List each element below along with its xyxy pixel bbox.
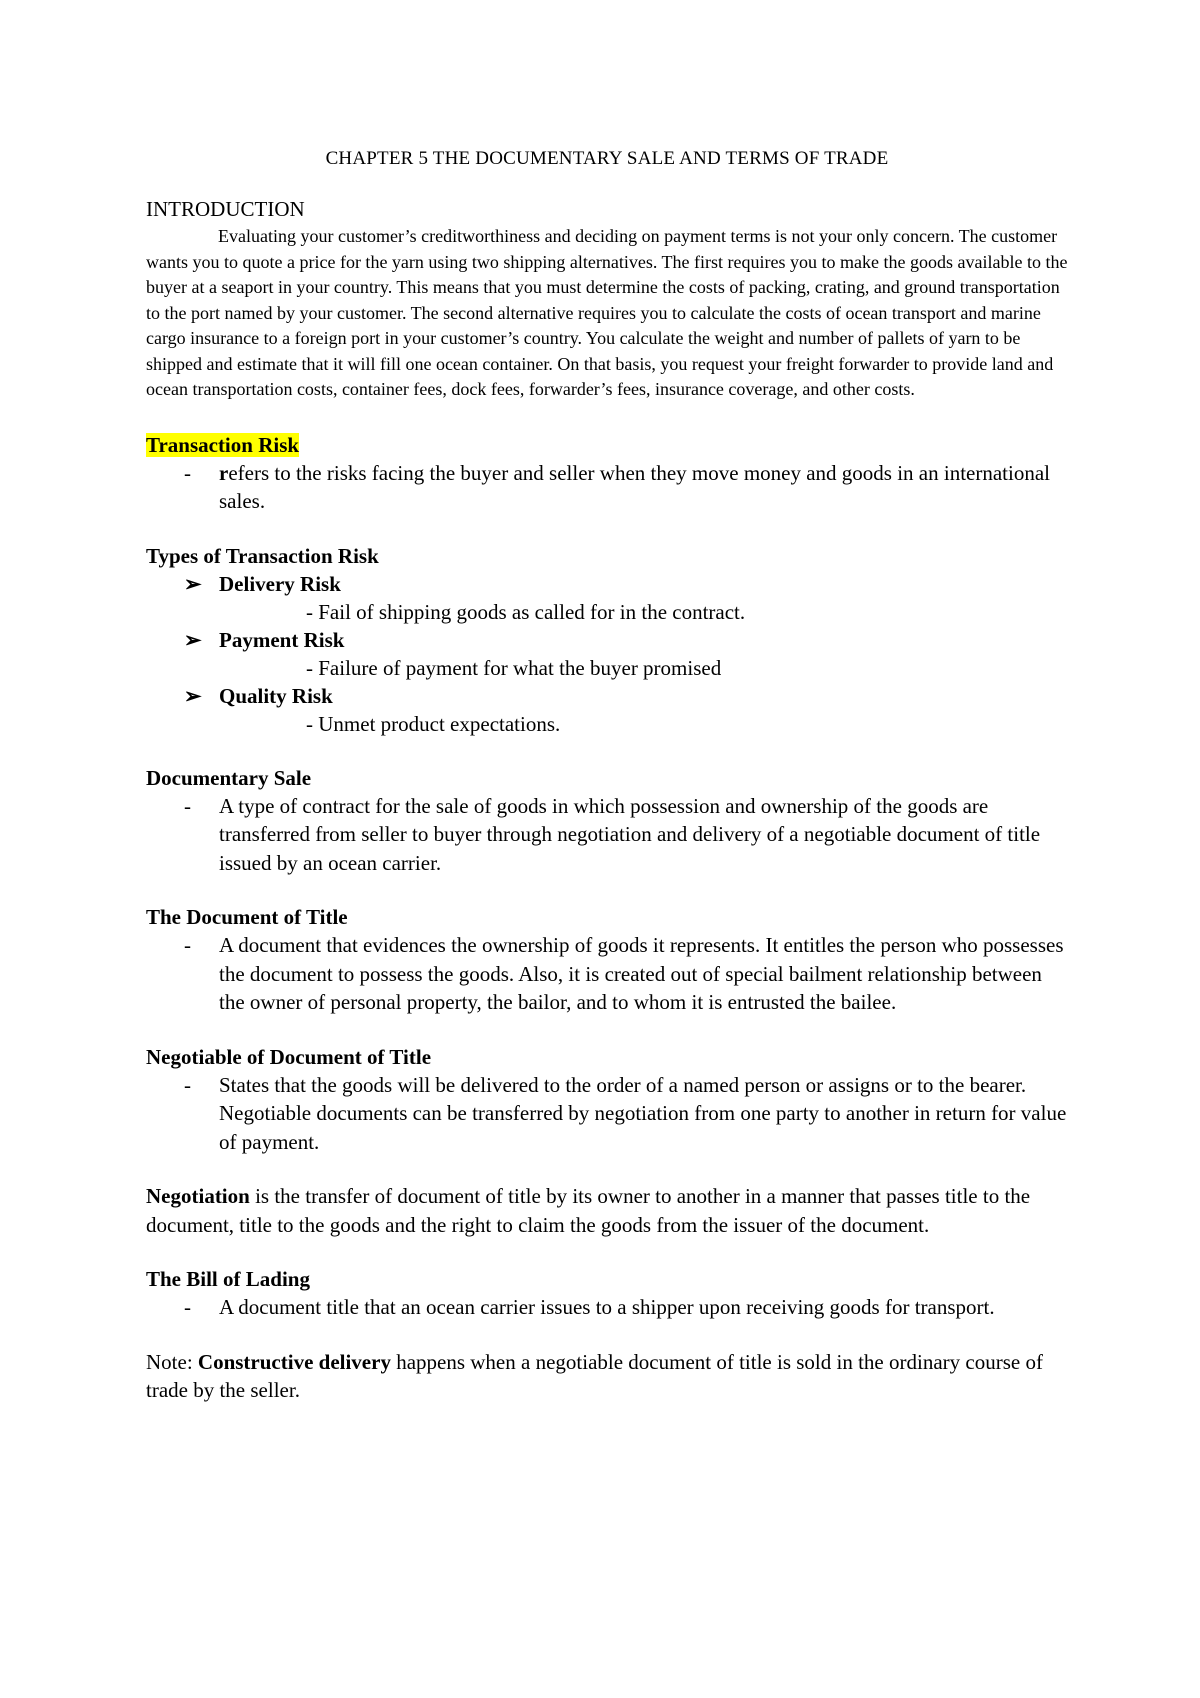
- risk-type-item: [146, 626, 1068, 654]
- document-of-title-heading: The Document of Title: [146, 905, 348, 929]
- dash-bullet: -: [184, 1072, 191, 1097]
- documentary-sale-item: [146, 792, 1068, 878]
- dash-bullet: -: [184, 793, 191, 818]
- risk-type-desc: - Fail of shipping goods as called for in the contract.: [306, 599, 746, 624]
- note-text: happens when a negotiable document of title is sold in the ordinary course of trade by the seller.: [146, 1349, 1043, 1402]
- document-of-title-item: [146, 931, 1068, 1017]
- risk-type-name: Payment Risk: [219, 627, 345, 652]
- definition-text: efers to the risks facing the buyer and seller when they move money and goods in an international sales.: [219, 460, 1051, 513]
- page-title: CHAPTER 5 THE DOCUMENTARY SALE AND TERMS OF TRADE: [325, 148, 889, 169]
- document-page: [146, 140, 1068, 1405]
- bill-of-lading-item: [146, 1293, 1068, 1322]
- dash-bullet: -: [184, 1295, 191, 1319]
- dash-bullet: -: [184, 460, 191, 485]
- introduction-paragraph: [146, 224, 1068, 403]
- negotiable-text: States that the goods will be delivered to the order of a named person or assigns or to the bearer. Negotiable documents can be transferred by negotiation from one party to another in return for value of payment.: [219, 1072, 1067, 1154]
- arrow-bullet-icon: ➢: [184, 683, 202, 708]
- risk-type-item: [146, 682, 1068, 710]
- negotiation-term: Negotiation: [146, 1184, 250, 1208]
- documentary-sale-text: A type of contract for the sale of goods in which possession and ownership of the goods are transferred from seller to buyer through negotiation and delivery of a negotiable document of title issued by an ocean carrier.: [219, 793, 1041, 875]
- dash-bullet: -: [184, 933, 191, 957]
- risk-type-item: [146, 570, 1068, 598]
- negotiation-text: is the transfer of document of title by its owner to another in a manner that passes title to the document, title to the goods and the right to claim the goods from the issuer of the document.: [146, 1184, 1031, 1237]
- documentary-sale-heading: Documentary Sale: [146, 765, 312, 790]
- note-prefix: Note:: [146, 1349, 198, 1374]
- arrow-bullet-icon: ➢: [184, 571, 202, 596]
- risk-type-name: Delivery Risk: [219, 571, 341, 596]
- risk-type-desc: - Unmet product expectations.: [306, 711, 561, 736]
- highlighted-heading-text: Transaction Risk: [146, 432, 300, 457]
- introduction-heading: INTRODUCTION: [146, 197, 305, 221]
- risk-type-desc: - Failure of payment for what the buyer promised: [306, 655, 722, 680]
- types-heading: Types of Transaction Risk: [146, 543, 379, 568]
- note-term: Constructive delivery: [197, 1349, 391, 1374]
- introduction-text: Evaluating your customer’s creditworthiness and deciding on payment terms is not your only concern. The customer wants you to quote a price for the yarn using two shipping alternatives. The first requires you to make the goods available to the buyer at a seaport in your country. This means that you must determine the costs of packing, crating, and ground transportation to the port named by your customer. The second alternative requires you to calculate the costs of ocean transport and marine cargo insurance to a foreign port in your customer’s country. You calculate the weight and number of pallets of yarn to be shipped and estimate that it will fill one ocean container. On that basis, you request your freight forwarder to provide land and ocean transportation costs, container fees, dock fees, forwarder’s fees, insurance coverage, and other costs.: [146, 226, 1068, 399]
- transaction-risk-definition: [146, 459, 1068, 516]
- note-paragraph: [146, 1348, 1068, 1405]
- bill-of-lading-heading: The Bill of Lading: [146, 1267, 310, 1291]
- bill-of-lading-text: A document title that an ocean carrier issues to a shipper upon receiving goods for transport.: [219, 1295, 995, 1319]
- transaction-risk-heading: [146, 431, 1068, 459]
- negotiation-paragraph: [146, 1182, 1068, 1239]
- document-of-title-text: A document that evidences the ownership of goods it represents. It entitles the person who possesses the document to possess the goods. Also, it is created out of special bailment relationship between the owner of personal property, the bailor, and to whom it is entrusted the bailee.: [219, 933, 1064, 1014]
- arrow-bullet-icon: ➢: [184, 627, 202, 652]
- bold-first-letter: r: [219, 460, 229, 485]
- negotiable-heading: Negotiable of Document of Title: [146, 1044, 432, 1069]
- negotiable-item: [146, 1071, 1068, 1157]
- risk-type-name: Quality Risk: [219, 683, 333, 708]
